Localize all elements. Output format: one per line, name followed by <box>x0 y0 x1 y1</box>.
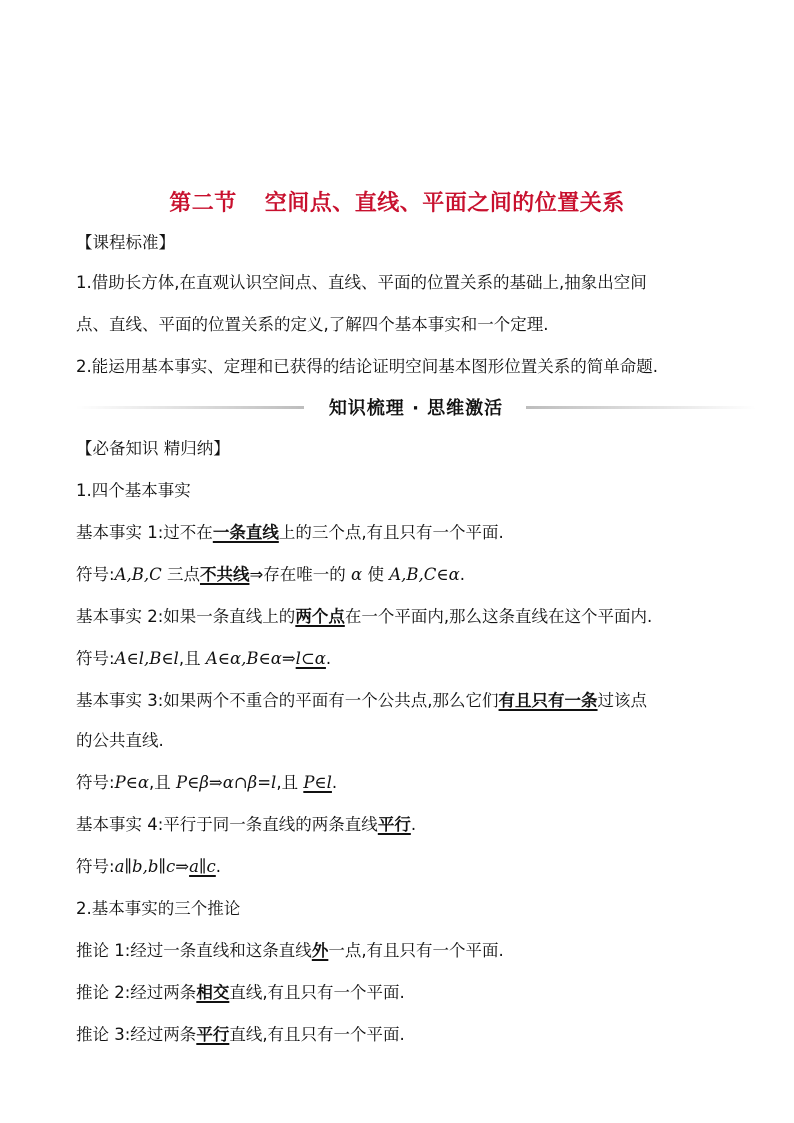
fact-3-key: 有且只有一条 <box>498 691 598 710</box>
fact-2-key: 两个点 <box>295 607 345 626</box>
knowledge-heading: 【必备知识 精归纳】 <box>76 439 230 458</box>
heading-four-facts: 1.四个基本事实 <box>76 481 191 500</box>
section-banner-label: 知识梳理 · 思维激活 <box>328 398 504 419</box>
corollary-1-key: 外 <box>311 941 329 960</box>
corollary-1: 推论 1:经过一条直线和这条直线外一点,有且只有一个平面. <box>76 941 504 960</box>
fact-4-key: 平行 <box>377 815 411 834</box>
symbol-4-key: a∥c <box>189 857 216 876</box>
section-banner <box>76 394 756 422</box>
page-title <box>0 186 794 217</box>
fact-1: 基本事实 1:过不在一条直线上的三个点,有且只有一个平面. <box>76 523 504 542</box>
fact-3: 基本事实 3:如果两个不重合的平面有一个公共点,那么它们有且只有一条过该点 <box>76 691 648 710</box>
corollary-3: 推论 3:经过两条平行直线,有且只有一个平面. <box>76 1025 405 1044</box>
fact-1-key: 一条直线 <box>212 523 279 542</box>
symbol-2-key: l⊂α <box>295 649 326 668</box>
heading-corollaries: 2.基本事实的三个推论 <box>76 899 241 918</box>
course-standard-heading: 【课程标准】 <box>76 233 175 252</box>
symbol-1: 符号:A,B,C 三点不共线⇒存在唯一的 α 使 A,B,C∈α. <box>76 565 465 584</box>
banner-divider-right <box>526 406 756 409</box>
symbol-3: 符号:P∈α,且 P∈β⇒α∩β=l,且 P∈l. <box>76 773 338 792</box>
corollary-2: 推论 2:经过两条相交直线,有且只有一个平面. <box>76 983 405 1002</box>
symbol-3-key: P∈l <box>303 773 332 792</box>
symbol-4: 符号:a∥b,b∥c⇒a∥c. <box>76 857 222 876</box>
course-standard-item-2: 2.能运用基本事实、定理和已获得的结论证明空间基本图形位置关系的简单命题. <box>76 357 658 376</box>
course-standard-item-1: 1.借助长方体,在直观认识空间点、直线、平面的位置关系的基础上,抽象出空间 <box>76 273 647 292</box>
symbol-2: 符号:A∈l,B∈l,且 A∈α,B∈α⇒l⊂α. <box>76 649 332 668</box>
course-standard-item-1-cont: 点、直线、平面的位置关系的定义,了解四个基本事实和一个定理. <box>76 315 549 334</box>
corollary-3-key: 平行 <box>196 1025 230 1044</box>
title-topic: 空间点、直线、平面之间的位置关系 <box>264 191 625 216</box>
title-section-number: 第二节 <box>169 191 237 216</box>
fact-4: 基本事实 4:平行于同一条直线的两条直线平行. <box>76 815 417 834</box>
fact-3-cont: 的公共直线. <box>76 731 164 750</box>
symbol-1-key: 不共线 <box>199 565 250 584</box>
fact-2: 基本事实 2:如果一条直线上的两个点在一个平面内,那么这条直线在这个平面内. <box>76 607 653 626</box>
corollary-2-key: 相交 <box>196 983 230 1002</box>
